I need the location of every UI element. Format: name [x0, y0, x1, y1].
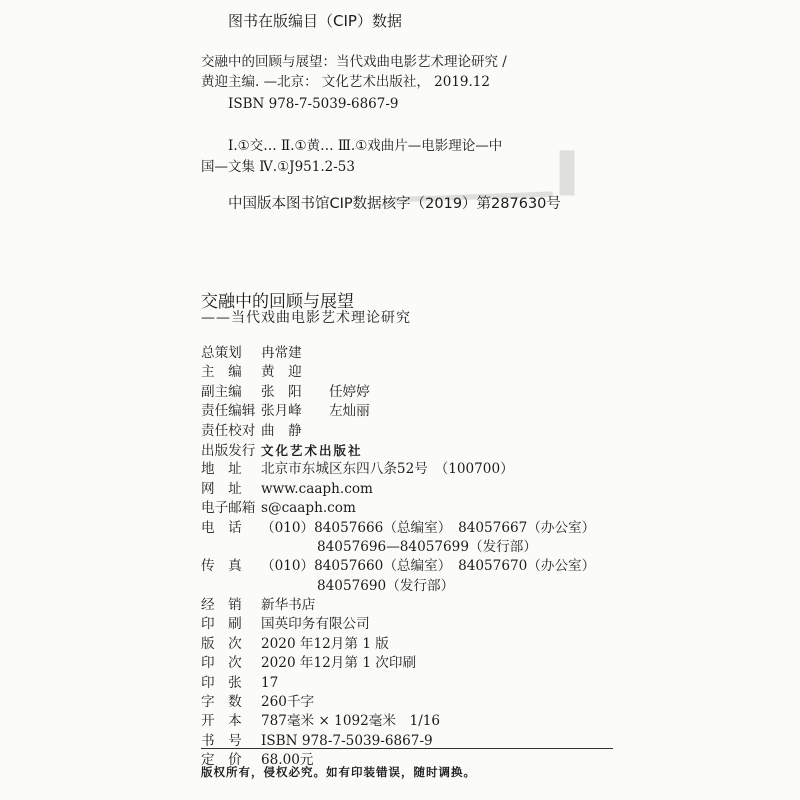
- imprint-value: 84057690（发行部）: [317, 577, 455, 594]
- imprint-row: [201, 538, 621, 557]
- imprint-value: 冉常建: [261, 345, 302, 361]
- imprint-value: （010）84057666（总编室） 84057667（办公室）: [261, 519, 596, 536]
- imprint-value: 文化艺术出版社: [261, 442, 363, 458]
- imprint-table: [201, 344, 621, 771]
- imprint-label: 电子邮箱: [201, 500, 256, 517]
- imprint-label: 责任校对: [201, 422, 256, 439]
- imprint-value: 北京市东城区东四八条52号 （100700）: [261, 461, 514, 478]
- imprint-value: 260千字: [261, 694, 315, 711]
- imprint-value: ISBN 978-7-5039-6867-9: [261, 732, 433, 749]
- imprint-value: 国英印务有限公司: [261, 616, 370, 633]
- cip-isbn: ISBN 978-7-5039-6867-9: [228, 96, 399, 112]
- imprint-label: 出版发行: [201, 442, 256, 459]
- copyright-notice: 版权所有，侵权必究。如有印装错误，随时调换。: [201, 765, 476, 779]
- imprint-label: 传 真: [201, 558, 242, 575]
- imprint-row: [201, 441, 621, 460]
- imprint-label: 责任编辑: [201, 403, 256, 420]
- imprint-value: 2020 年12月第 1 版: [261, 635, 389, 652]
- imprint-label: 印 刷: [201, 616, 242, 633]
- imprint-row: [201, 344, 621, 363]
- imprint-value: 68.00元: [261, 752, 314, 769]
- bleed-through-title: ▁▁▁▁▁▁: [394, 157, 553, 203]
- imprint-row: [201, 712, 621, 731]
- imprint-row: [201, 480, 621, 499]
- imprint-value: （010）84057660（总编室） 84057670（办公室）: [261, 558, 596, 575]
- imprint-row: [201, 635, 621, 654]
- cip-entry-line2: 黄迎主编. —北京： 文化艺术出版社， 2019.12: [201, 74, 490, 90]
- imprint-value: 2020 年12月第 1 次印刷: [261, 655, 417, 672]
- book-subtitle: ——当代戏曲电影艺术理论研究: [201, 310, 411, 326]
- cip-verify: 中国版本图书馆CIP数据核字（2019）第287630号: [228, 196, 561, 212]
- imprint-row: [201, 460, 621, 479]
- imprint-label: 书 号: [201, 732, 242, 749]
- imprint-value: 曲 静: [261, 422, 302, 439]
- book-title: 交融中的回顾与展望: [201, 292, 354, 312]
- imprint-label: 版 次: [201, 635, 242, 652]
- imprint-row: [201, 596, 621, 615]
- imprint-value: www.caaph.com: [261, 480, 373, 497]
- imprint-label: 印 张: [201, 674, 242, 691]
- cip-class-line1: Ⅰ.①交… Ⅱ.①黄… Ⅲ.①戏曲片—电影理论—中: [228, 138, 503, 154]
- cip-entry-line1: 交融中的回顾与展望：当代戏曲电影艺术理论研究 /: [201, 54, 507, 70]
- imprint-row: [201, 577, 621, 596]
- cip-header: 图书在版编目（CIP）数据: [228, 12, 402, 30]
- imprint-row: [201, 615, 621, 634]
- imprint-value: 黄 迎: [261, 364, 302, 381]
- imprint-row: [201, 422, 621, 441]
- imprint-row: [201, 654, 621, 673]
- imprint-label: 印 次: [201, 655, 242, 672]
- imprint-label: 副主编: [201, 383, 242, 400]
- imprint-label: 电 话: [201, 519, 242, 536]
- imprint-value: 17: [261, 674, 279, 691]
- divider: [201, 748, 613, 749]
- imprint-label: 定 价: [201, 752, 242, 769]
- imprint-row: [201, 674, 621, 693]
- imprint-value: 新华书店: [261, 597, 316, 614]
- imprint-row: [201, 519, 621, 538]
- imprint-value: 84057696—84057699（发行部）: [317, 538, 537, 555]
- imprint-row: [201, 363, 621, 382]
- imprint-value: s@caaph.com: [261, 500, 356, 517]
- bleed-through-right: ▌: [560, 150, 590, 195]
- imprint-row: [201, 499, 621, 518]
- imprint-label: 地 址: [201, 461, 242, 478]
- imprint-value: 张月峰 左灿丽: [261, 403, 370, 420]
- cip-class-line2: 国—文集 Ⅳ.①J951.2-53: [201, 159, 355, 175]
- imprint-label: 网 址: [201, 480, 242, 497]
- imprint-row: [201, 693, 621, 712]
- imprint-label: 开 本: [201, 713, 242, 730]
- imprint-row: [201, 402, 621, 421]
- imprint-label: 总策划: [201, 345, 242, 361]
- imprint-value: 张 阳 任婷婷: [261, 383, 370, 400]
- imprint-row: [201, 557, 621, 576]
- imprint-row: [201, 383, 621, 402]
- imprint-label: 主 编: [201, 364, 242, 381]
- imprint-label: 经 销: [201, 597, 242, 614]
- imprint-label: 字 数: [201, 694, 242, 711]
- imprint-value: 787毫米 × 1092毫米 1/16: [261, 713, 441, 730]
